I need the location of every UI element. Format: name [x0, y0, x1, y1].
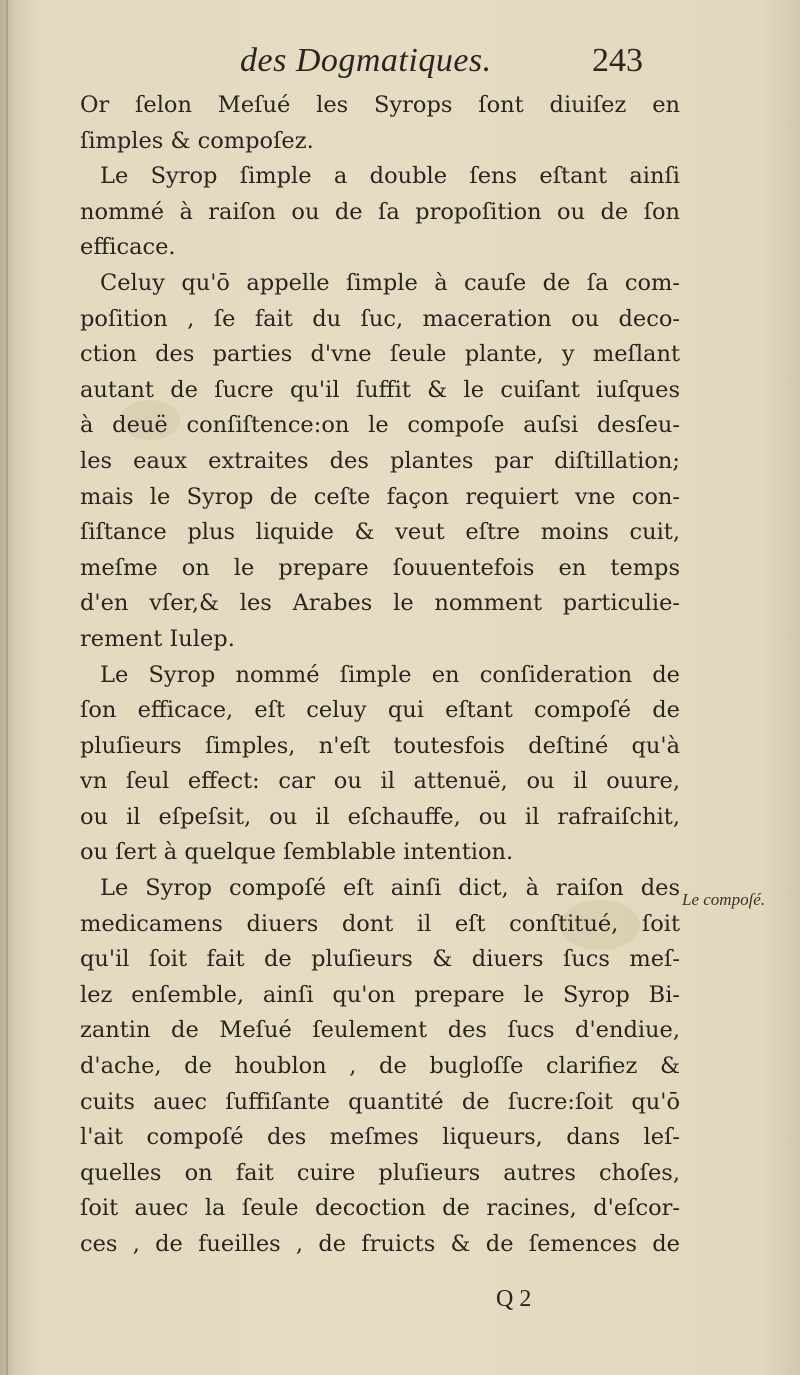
text-line: cuits auec ſuffiſante quantité de ſucre:ſoit qu'ō — [80, 1088, 680, 1115]
text-line: mais le Syrop de ceſte façon requiert vne con- — [80, 483, 680, 510]
running-head: des Dogmatiques. — [240, 42, 492, 79]
text-line: ſoit auec la ſeule decoction de racines, d'eſcor- — [80, 1195, 680, 1222]
text-line: à deuë conſiſtence:on le compoſe auſsi desſeu- — [80, 412, 680, 439]
text-line: vn ſeul effect: car ou il attenuë, ou il ouure, — [80, 768, 680, 795]
text-line: ſimples & compoſez. — [80, 127, 314, 154]
text-line: rement Iulep. — [80, 625, 235, 652]
page-number: 243 — [592, 42, 643, 79]
text-line: qu'il ſoit fait de pluſieurs & diuers ſucs meſ- — [80, 946, 680, 973]
text-line: ſiſtance plus liquide & veut eſtre moins cuit, — [80, 519, 680, 546]
text-line: ou il eſpeſsit, ou il eſchauffe, ou il rafraiſchit, — [80, 803, 680, 830]
text-line: zantin de Meſué ſeulement des ſucs d'endiue, — [80, 1017, 680, 1044]
page-gutter — [6, 0, 8, 1375]
text-line: quelles on fait cuire pluſieurs autres choſes, — [80, 1159, 680, 1186]
text-line: pluſieurs ſimples, n'eſt toutesfois deſtiné qu'à — [80, 732, 680, 759]
margin-note: Le compoſé. — [682, 890, 766, 909]
text-line: Le Syrop ſimple a double ſens eſtant ainſi — [100, 163, 680, 190]
text-line: medicamens diuers dont il eſt conſtitué, ſoit — [80, 910, 680, 937]
signature-mark: Q 2 — [496, 1286, 532, 1312]
text-line: ou ſert à quelque ſemblable intention. — [80, 839, 514, 866]
text-line: d'en vſer,& les Arabes le nomment particulie- — [80, 590, 680, 617]
text-line: meſme on le prepare ſouuentefois en temps — [80, 554, 680, 581]
text-line: lez enſemble, ainſi qu'on prepare le Syrop Bi- — [80, 981, 680, 1008]
page-header — [0, 28, 800, 88]
text-line: efficace. — [80, 234, 176, 261]
text-line: poſition , ſe fait du ſuc, maceration ou deco- — [80, 305, 680, 332]
text-line: les eaux extraites des plantes par diſtillation; — [80, 447, 680, 474]
text-line: l'ait compoſé des meſmes liqueurs, dans leſ- — [80, 1124, 680, 1151]
text-line: ces , de fueilles , de fruicts & de ſemences de — [80, 1231, 680, 1257]
text-line: Le Syrop compoſé eſt ainſi dict, à raiſon des — [100, 875, 680, 902]
body-text — [80, 88, 680, 1263]
text-line: ſon efficace, eſt celuy qui eſtant compoſé de — [80, 697, 680, 724]
text-line: nommé à raiſon ou de ſa propoſition ou de ſon — [80, 198, 680, 225]
text-line: d'ache, de houblon , de bugloſſe clarifiez & — [80, 1053, 680, 1080]
text-line: autant de ſucre qu'il ſuffit & le cuiſant iuſques — [80, 376, 680, 403]
text-line: Or ſelon Meſué les Syrops ſont diuiſez en — [80, 92, 680, 118]
text-line: ction des parties d'vne ſeule plante, y meſlant — [80, 341, 680, 368]
text-line: Celuy qu'ō appelle ſimple à cauſe de ſa com- — [100, 269, 680, 296]
text-line: Le Syrop nommé ſimple en conſideration de — [100, 661, 680, 688]
